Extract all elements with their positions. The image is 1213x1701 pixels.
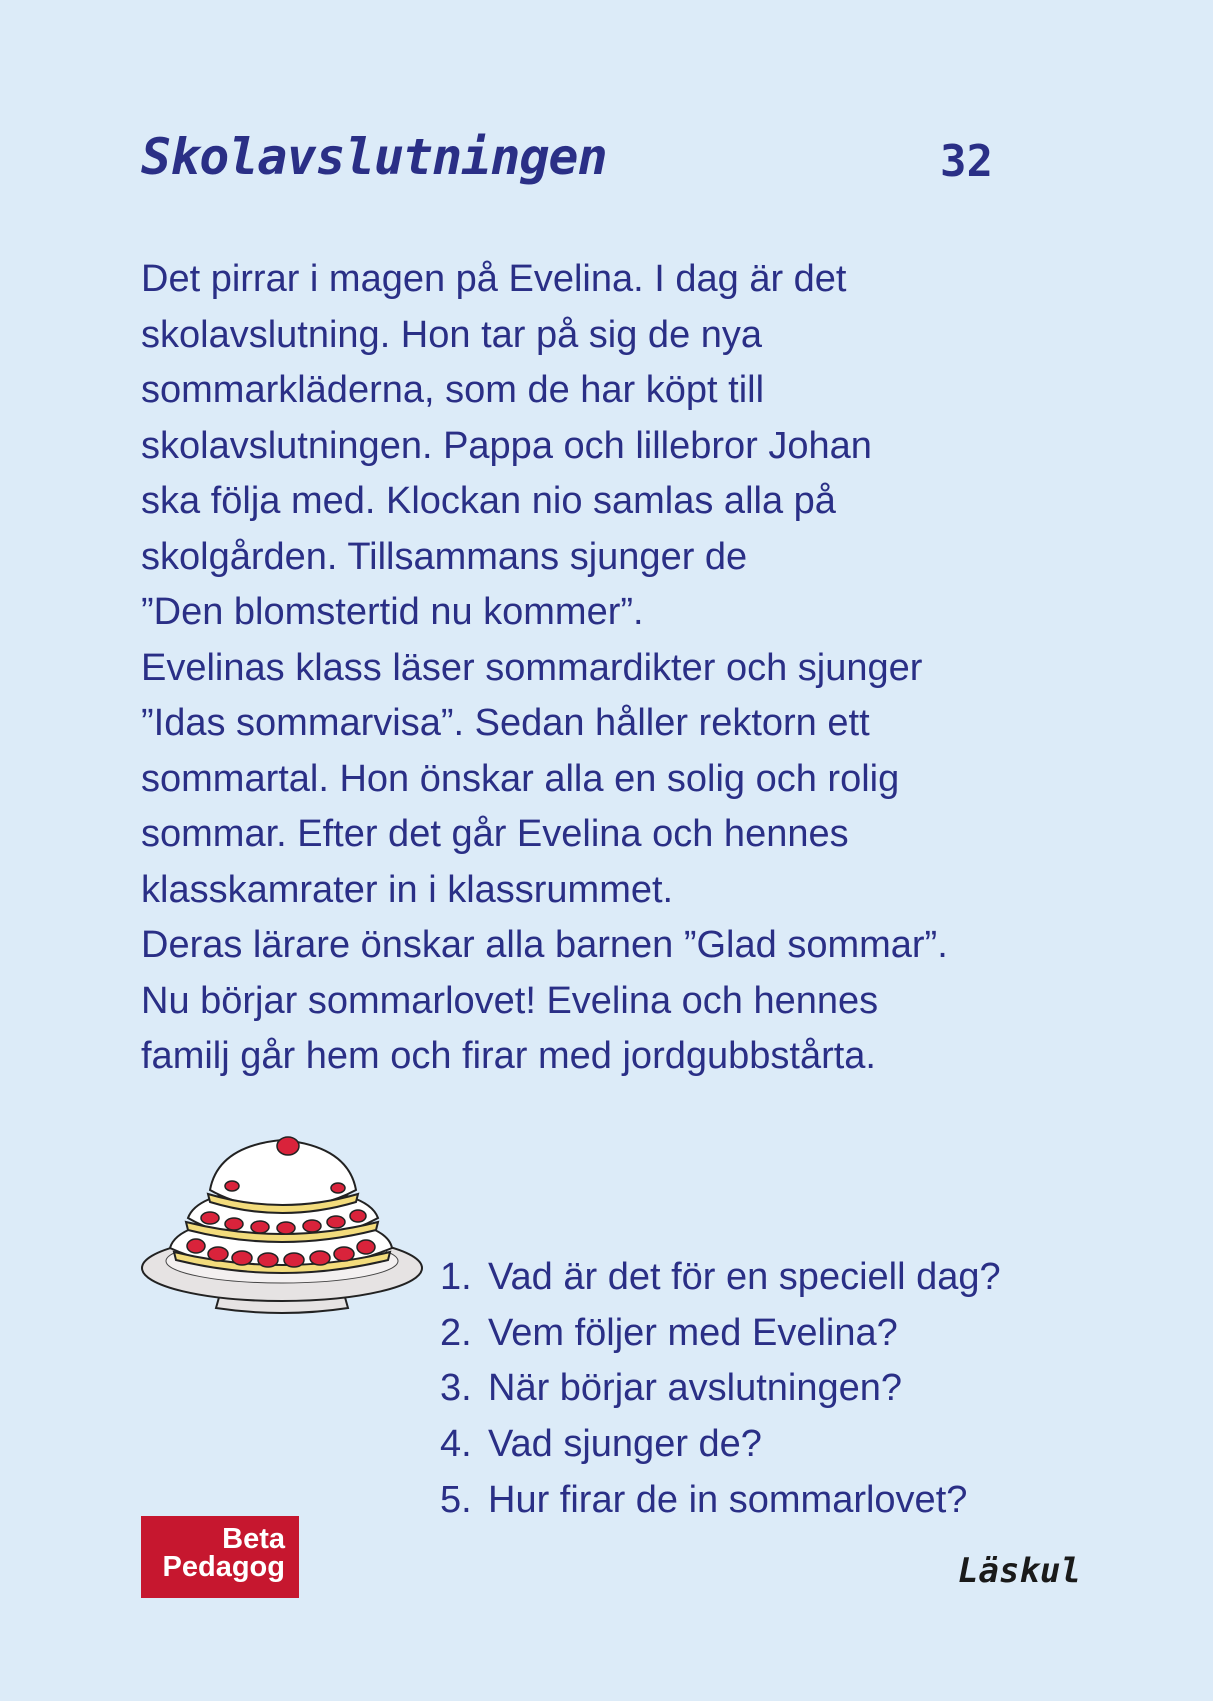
question-item	[440, 1250, 1001, 1306]
question-list	[440, 1250, 1001, 1529]
question-text: Vad sjunger de?	[488, 1423, 762, 1466]
story-line: sommartal. Hon önskar alla en solig och rolig	[141, 757, 900, 800]
question-text: När börjar avslutningen?	[488, 1367, 903, 1410]
question-text: Vem följer med Evelina?	[488, 1311, 898, 1354]
story-line: sommar. Efter det går Evelina och hennes	[141, 813, 849, 855]
story-line: Deras lärare önskar alla barnen ”Glad sommar”.	[141, 924, 948, 966]
story-line: familj går hem och firar med jordgubbstårta.	[141, 1035, 876, 1077]
story-line: ”Idas sommarvisa”. Sedan håller rektorn ett	[141, 702, 870, 744]
question-number: 2.	[440, 1311, 472, 1354]
story-line: ska följa med. Klockan nio samlas alla på	[141, 480, 836, 522]
story-line: sommarkläderna, som de har köpt till	[141, 369, 765, 411]
story-line: skolgården. Tillsammans sjunger de	[141, 535, 748, 578]
question-number: 5.	[440, 1478, 472, 1521]
question-number: 1.	[440, 1256, 472, 1298]
question-item	[440, 1473, 1001, 1529]
beta-pedagog-logo	[141, 1516, 299, 1598]
question-text: Vad är det för en speciell dag?	[488, 1256, 1001, 1298]
story-text	[141, 252, 1141, 1085]
series-brand: Läskul	[958, 1551, 1081, 1591]
logo-line-1: Beta	[222, 1523, 285, 1555]
story-line: ”Den blomstertid nu kommer”.	[141, 591, 644, 633]
question-item	[440, 1361, 1001, 1417]
question-item	[440, 1306, 1001, 1362]
question-text: Hur firar de in sommarlovet?	[488, 1478, 968, 1521]
page-number: 32	[940, 136, 993, 187]
story-line: skolavslutningen. Pappa och lillebror Johan	[141, 424, 872, 467]
strawberry-cake-illustration	[138, 1118, 426, 1318]
story-line: Nu börjar sommarlovet! Evelina och hennes	[141, 979, 879, 1022]
logo-line-2: Pedagog	[162, 1551, 285, 1583]
question-number: 3.	[440, 1367, 472, 1410]
question-number: 4.	[440, 1423, 472, 1466]
story-line: klasskamrater in i klassrummet.	[141, 868, 674, 911]
story-line: Evelinas klass läser sommardikter och sjunger	[141, 646, 923, 689]
page-title: Skolavslutningen	[141, 128, 607, 186]
question-item	[440, 1417, 1001, 1473]
story-line: skolavslutning. Hon tar på sig de nya	[141, 313, 763, 356]
story-line: Det pirrar i magen på Evelina. I dag är det	[141, 258, 847, 300]
